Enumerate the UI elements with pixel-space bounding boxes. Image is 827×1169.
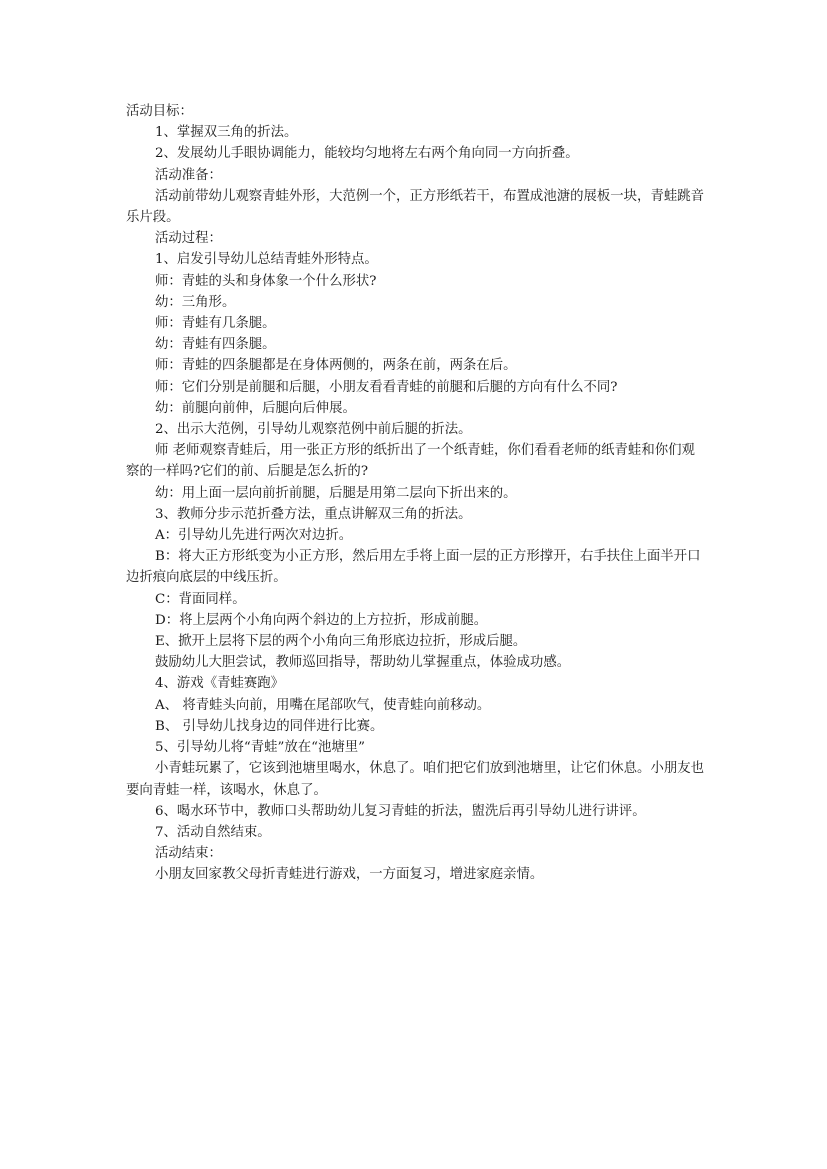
game-step: A、 将青蛙头向前，用嘴在尾部吹气，使青蛙向前移动。 <box>155 697 491 713</box>
dialogue-line: 师：青蛙的头和身体象一个什么形状? <box>155 273 377 289</box>
dialogue-line: 师 老师观察青蛙后，用一张正方形的纸折出了一个纸青蛙，你们看看老师的纸青蛙和你们观察的一样吗?它们的前、后腿是怎么折的? <box>126 443 695 480</box>
game-step: B、 引导幼儿找身边的同伴进行比赛。 <box>155 718 384 734</box>
heading-preparation: 活动准备： <box>155 167 222 183</box>
heading-ending: 活动结束： <box>155 846 222 862</box>
paragraph: 小青蛙玩累了，它该到池塘里喝水，休息了。咱们把它们放到池塘里，让它们休息。小朋友也要向青蛙一样，该喝水，休息了。 <box>126 761 705 798</box>
dialogue-line: 幼：用上面一层向前折前腿，后腿是用第二层向下折出来的。 <box>155 485 517 501</box>
dialogue-line: 幼：三角形。 <box>155 294 236 310</box>
process-step: 4、游戏《青蛙赛跑》 <box>155 676 285 692</box>
paragraph: 鼓励幼儿大胆尝试，教师巡回指导，帮助幼儿掌握重点，体验成功感。 <box>155 655 571 671</box>
heading-goals: 活动目标： <box>126 104 193 119</box>
dialogue-line: 师：青蛙的四条腿都是在身体两侧的，两条在前，两条在后。 <box>155 358 517 374</box>
ending-text: 小朋友回家教父母折青蛙进行游戏，一方面复习，增进家庭亲情。 <box>155 867 544 883</box>
fold-step: D：将上层两个小角向两个斜边的上方拉折，形成前腿。 <box>155 612 488 628</box>
dialogue-line: 师：青蛙有几条腿。 <box>155 316 276 332</box>
fold-step: B：将大正方形纸变为小正方形，然后用左手将上面一层的正方形撑开，右手扶住上面半开口边折痕向底层的中线压折。 <box>126 549 701 586</box>
process-step: 6、喝水环节中，教师口头帮助幼儿复习青蛙的折法，盥洗后再引导幼儿进行讲评。 <box>155 803 646 819</box>
document-body <box>126 101 706 886</box>
fold-step: C：背面同样。 <box>155 591 246 607</box>
goal-item: 1、掌握双三角的折法。 <box>155 125 298 141</box>
process-step: 5、引导幼儿将“青蛙”放在“池塘里” <box>155 740 365 756</box>
fold-step: A：引导幼儿先进行两次对边折。 <box>155 528 353 544</box>
dialogue-line: 师：它们分别是前腿和后腿，小朋友看看青蛙的前腿和后腿的方向有什么不同? <box>155 379 618 395</box>
dialogue-line: 幼：青蛙有四条腿。 <box>155 337 276 353</box>
dialogue-line: 幼：前腿向前伸，后腿向后伸展。 <box>155 400 356 416</box>
preparation-text: 活动前带幼儿观察青蛙外形，大范例一个，正方形纸若干，布置成池溏的展板一块，青蛙跳音乐片段。 <box>126 188 705 226</box>
heading-process: 活动过程： <box>155 231 222 247</box>
fold-step: E、掀开上层将下层的两个小角向三角形底边拉折，形成后腿。 <box>155 634 527 650</box>
goal-item: 2、发展幼儿手眼协调能力，能较均匀地将左右两个角向同一方向折叠。 <box>155 146 579 162</box>
process-step: 1、启发引导幼儿总结青蛙外形特点。 <box>155 252 378 268</box>
process-step: 7、活动自然结束。 <box>155 824 271 840</box>
process-step: 3、教师分步示范折叠方法，重点讲解双三角的折法。 <box>155 506 472 522</box>
process-step: 2、出示大范例，引导幼儿观察范例中前后腿的折法。 <box>155 422 472 438</box>
